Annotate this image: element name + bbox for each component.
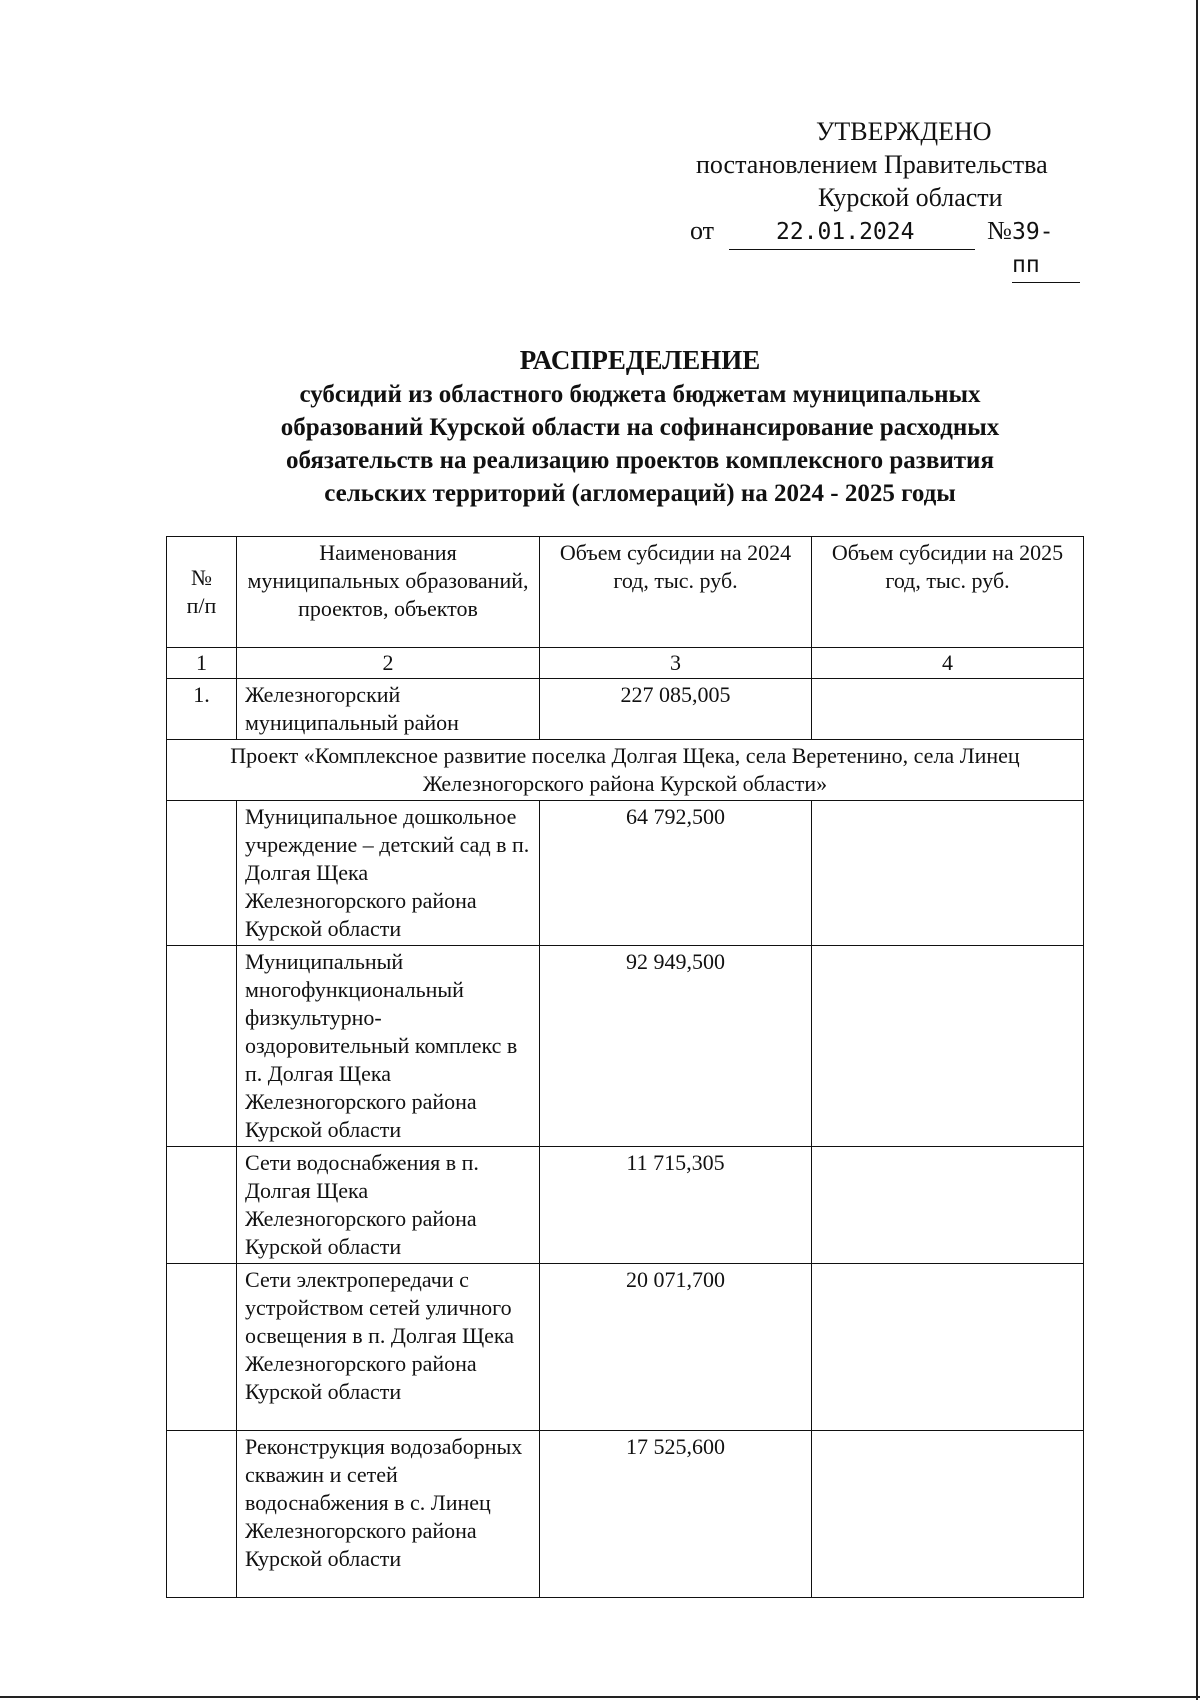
project-row: [167, 740, 1084, 801]
approval-date: 22.01.2024: [729, 216, 975, 250]
column-number: 2: [237, 648, 540, 679]
table-row: [167, 1147, 1084, 1264]
table-row: [167, 1264, 1084, 1431]
header-row: [167, 537, 1084, 648]
table-row: [167, 946, 1084, 1147]
row-name: Сети водоснабжения в п. Долгая Щека Железногорского района Курской области: [237, 1147, 540, 1264]
subsidy-table: [166, 536, 1084, 1598]
approval-date-number: [690, 214, 1080, 283]
row-vol-2024: 17 525,600: [540, 1431, 812, 1598]
row-vol-2025: [812, 946, 1084, 1147]
from-label: от: [690, 216, 715, 245]
document-title: [200, 344, 1080, 510]
row-number: [167, 1431, 237, 1598]
row-number: 1.: [167, 679, 237, 740]
column-number: 1: [167, 648, 237, 679]
header-vol-2025: Объем субсидии на 2025 год, тыс. руб.: [812, 537, 1084, 648]
number-label: №: [987, 216, 1012, 245]
title-heading: РАСПРЕДЕЛЕНИЕ: [519, 345, 761, 375]
row-vol-2025: [812, 1264, 1084, 1431]
project-title: Проект «Комплексное развитие поселка Долгая Щека, села Веретенино, села Линец Железногорского района Курской области»: [167, 740, 1084, 801]
row-number: [167, 1264, 237, 1431]
row-number: [167, 1147, 237, 1264]
row-vol-2025: [812, 1431, 1084, 1598]
title-line-4: сельских территорий (агломераций) на 2024 - 2025 годы: [324, 480, 956, 507]
row-name: Сети электропередачи с устройством сетей уличного освещения в п. Долгая Щека Железногорского района Курской области: [237, 1264, 540, 1431]
column-number: 3: [540, 648, 812, 679]
approval-block: [690, 115, 1080, 283]
table-row: [167, 1431, 1084, 1598]
district-row: [167, 679, 1084, 740]
title-line-2: образований Курской области на софинансирование расходных: [280, 414, 1000, 441]
row-name: Муниципальное дошкольное учреждение – детский сад в п. Долгая Щека Железногорского района Курской области: [237, 801, 540, 946]
row-vol-2024: 20 071,700: [540, 1264, 812, 1431]
row-name: Реконструкция водозаборных скважин и сетей водоснабжения в с. Линец Железногорского района Курской области: [237, 1431, 540, 1598]
header-name: Наименования муниципальных образований, проектов, объектов: [237, 537, 540, 648]
row-name: Железногорский муниципальный район: [237, 679, 540, 740]
table-row: [167, 801, 1084, 946]
approval-issuer: постановлением Правительства: [696, 150, 1048, 179]
scan-border-bottom: [0, 1696, 1200, 1698]
row-vol-2024: 227 085,005: [540, 679, 812, 740]
row-number: [167, 801, 237, 946]
column-number-row: [167, 648, 1084, 679]
title-line-1: субсидий из областного бюджета бюджетам муниципальных: [299, 381, 981, 408]
row-vol-2025: [812, 679, 1084, 740]
row-vol-2024: 64 792,500: [540, 801, 812, 946]
approval-heading: УТВЕРЖДЕНО: [816, 117, 992, 146]
row-name: Муниципальный многофункциональный физкультурно-оздоровительный комплекс в п. Долгая Щека Железногорского района Курской области: [237, 946, 540, 1147]
row-vol-2024: 11 715,305: [540, 1147, 812, 1264]
title-line-3: обязательств на реализацию проектов комплексного развития: [286, 447, 994, 474]
scan-border-right: [1196, 0, 1198, 1700]
row-number: [167, 946, 237, 1147]
column-number: 4: [812, 648, 1084, 679]
row-vol-2024: 92 949,500: [540, 946, 812, 1147]
approval-region: Курской области: [818, 183, 1003, 212]
header-vol-2024: Объем субсидии на 2024 год, тыс. руб.: [540, 537, 812, 648]
approval-number: 39-пп: [1012, 216, 1080, 283]
row-vol-2025: [812, 801, 1084, 946]
header-number: № п/п: [167, 537, 237, 648]
row-vol-2025: [812, 1147, 1084, 1264]
